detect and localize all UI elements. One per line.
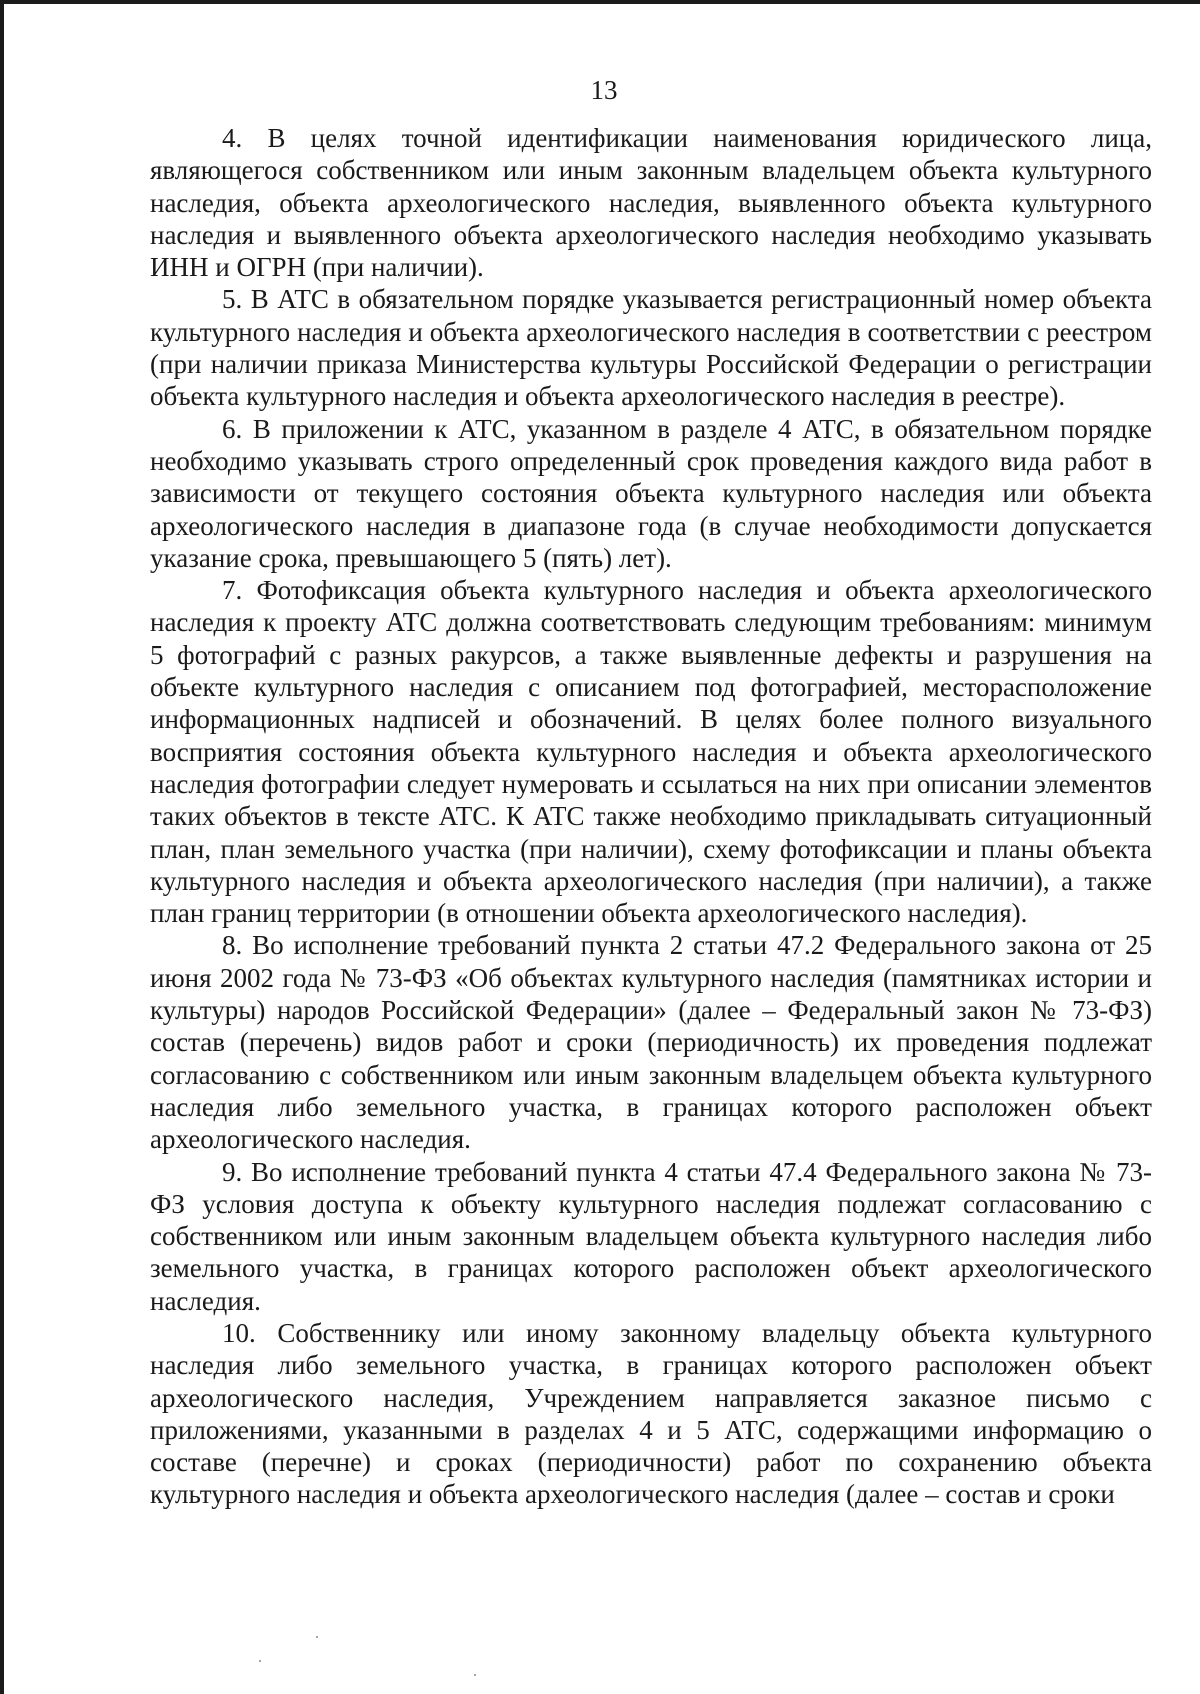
paragraph-9: 9. Во исполнение требований пункта 4 статьи 47.4 Федерального закона № 73-ФЗ условия доступа к объекту культурного наследия подлежат согласованию с собственником или иным законным владельцем объекта культурного наследия либо земельного участка, в границах которого расположен объект археологического наследия. (150, 1156, 1152, 1316)
paragraph-8: 8. Во исполнение требований пункта 2 статьи 47.2 Федерального закона от 25 июня 2002 года № 73-ФЗ «Об объектах культурного наследия (памятниках истории и культуры) народов Российской Федерации» (далее – Федеральный закон № 73-ФЗ) состав (перечень) видов работ и сроки (периодичность) их проведения подлежат согласованию с собственником или иным законным владельцем объекта культурного наследия либо земельного участка, в границах которого расположен объект археологического наследия. (150, 930, 1152, 1155)
scan-speck (316, 1636, 318, 1638)
paragraph-5: 5. В АТС в обязательном порядке указывается регистрационный номер объекта культурного наследия и объекта археологического наследия в соответствии с реестром (при наличии приказа Министерства культуры Российской Федерации о регистрации объекта культурного наследия и объекта археологического наследия в реестре). (150, 284, 1152, 412)
scan-speck (474, 1674, 476, 1676)
paragraph-7: 7. Фотофиксация объекта культурного наследия и объекта археологического наследия к проекту АТС должна соответствовать следующим требованиям: минимум 5 фотографий с разных ракурсов, а также выявленные дефекты и разрушения на объекте культурного наследия с описанием под фотографией, месторасположение информационных надписей и обозначений. В целях более полного визуального восприятия состояния объекта культурного наследия и объекта археологического наследия фотографии следует нумеровать и ссылаться на них при описании элементов таких объектов в тексте АТС. К АТС также необходимо прикладывать ситуационный план, план земельного участка (при наличии), схему фотофиксации и планы объекта культурного наследия и объекта археологического наследия (при наличии), а также план границ территории (в отношении объекта археологического наследия). (150, 575, 1152, 929)
document-body (150, 122, 1152, 1511)
paragraph-4: 4. В целях точной идентификации наименования юридического лица, являющегося собственником или иным законным владельцем объекта культурного наследия, объекта археологического наследия, выявленного объекта культурного наследия и выявленного объекта археологического наследия необходимо указывать ИНН и ОГРН (при наличии). (150, 123, 1152, 283)
paragraph-10: 10. Собственнику или иному законному владельцу объекта культурного наследия либо земельного участка, в границах которого расположен объект археологического наследия, Учреждением направляется заказное письмо с приложениями, указанными в разделах 4 и 5 АТС, содержащими информацию о составе (перечне) и сроках (периодичности) работ по сохранению объекта культурного наследия и объекта археологического наследия (далее – состав и сроки (150, 1317, 1152, 1510)
scan-speck (259, 1660, 261, 1662)
page-number: 13 (590, 75, 618, 105)
paragraph-6: 6. В приложении к АТС, указанном в разделе 4 АТС, в обязательном порядке необходимо указывать строго определенный срок проведения каждого вида работ в зависимости от текущего состояния объекта культурного наследия или объекта археологического наследия в диапазоне года (в случае необходимости допускается указание срока, превышающего 5 (пять) лет). (150, 413, 1152, 573)
